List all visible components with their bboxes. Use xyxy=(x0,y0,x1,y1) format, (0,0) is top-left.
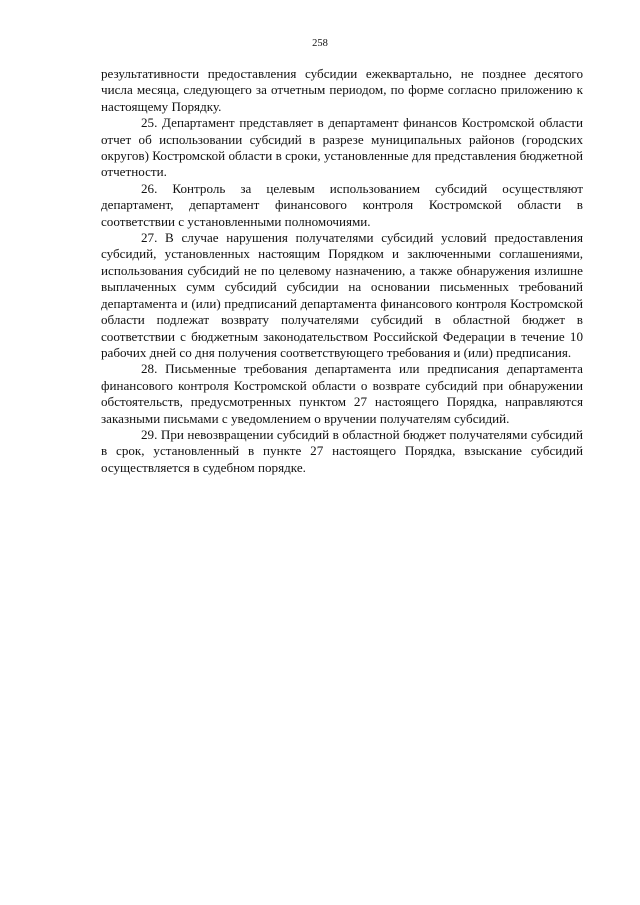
paragraph-25: 25. Департамент представляет в департамент финансов Костромской области отчет об использовании субсидий в разрезе муниципальных районов (городских округов) Костромской области в сроки, установленные для представления бюджетной отчетности. xyxy=(101,115,583,180)
paragraph-continuation: результативности предоставления субсидии ежеквартально, не позднее десятого числа месяца, следующего за отчетным периодом, по форме согласно приложению к настоящему Порядку. xyxy=(101,66,583,114)
document-body xyxy=(101,66,583,476)
paragraph-27: 27. В случае нарушения получателями субсидий условий предоставления субсидий, установленных настоящим Порядком и заключенными соглашениями, использования субсидий не по целевому назначению, а также обнаружения излишне выплаченных сумм субсидий субсидии на основании письменных требований департамента и (или) предписаний департамента финансового контроля Костромской области подлежат возврату получателями субсидий в областной бюджет в соответствии с бюджетным законодательством Российской Федерации в течение 10 рабочих дней со дня получения соответствующего требования и (или) предписания. xyxy=(101,230,583,360)
paragraph-28: 28. Письменные требования департамента или предписания департамента финансового контроля Костромской области о возврате субсидий при обнаружении обстоятельств, предусмотренных пунктом 27 настоящего Порядка, направляются заказными письмами с уведомлением о вручении получателям субсидий. xyxy=(101,361,583,426)
paragraph-26: 26. Контроль за целевым использованием субсидий осуществляют департамент, департамент финансового контроля Костромской области в соответствии с установленными полномочиями. xyxy=(101,180,583,229)
page-number: 258 xyxy=(312,38,328,49)
paragraph-29: 29. При невозвращении субсидий в областной бюджет получателями субсидий в срок, установленный в пункте 27 настоящего Порядка, взыскание субсидий осуществляется в судебном порядке. xyxy=(101,426,583,475)
